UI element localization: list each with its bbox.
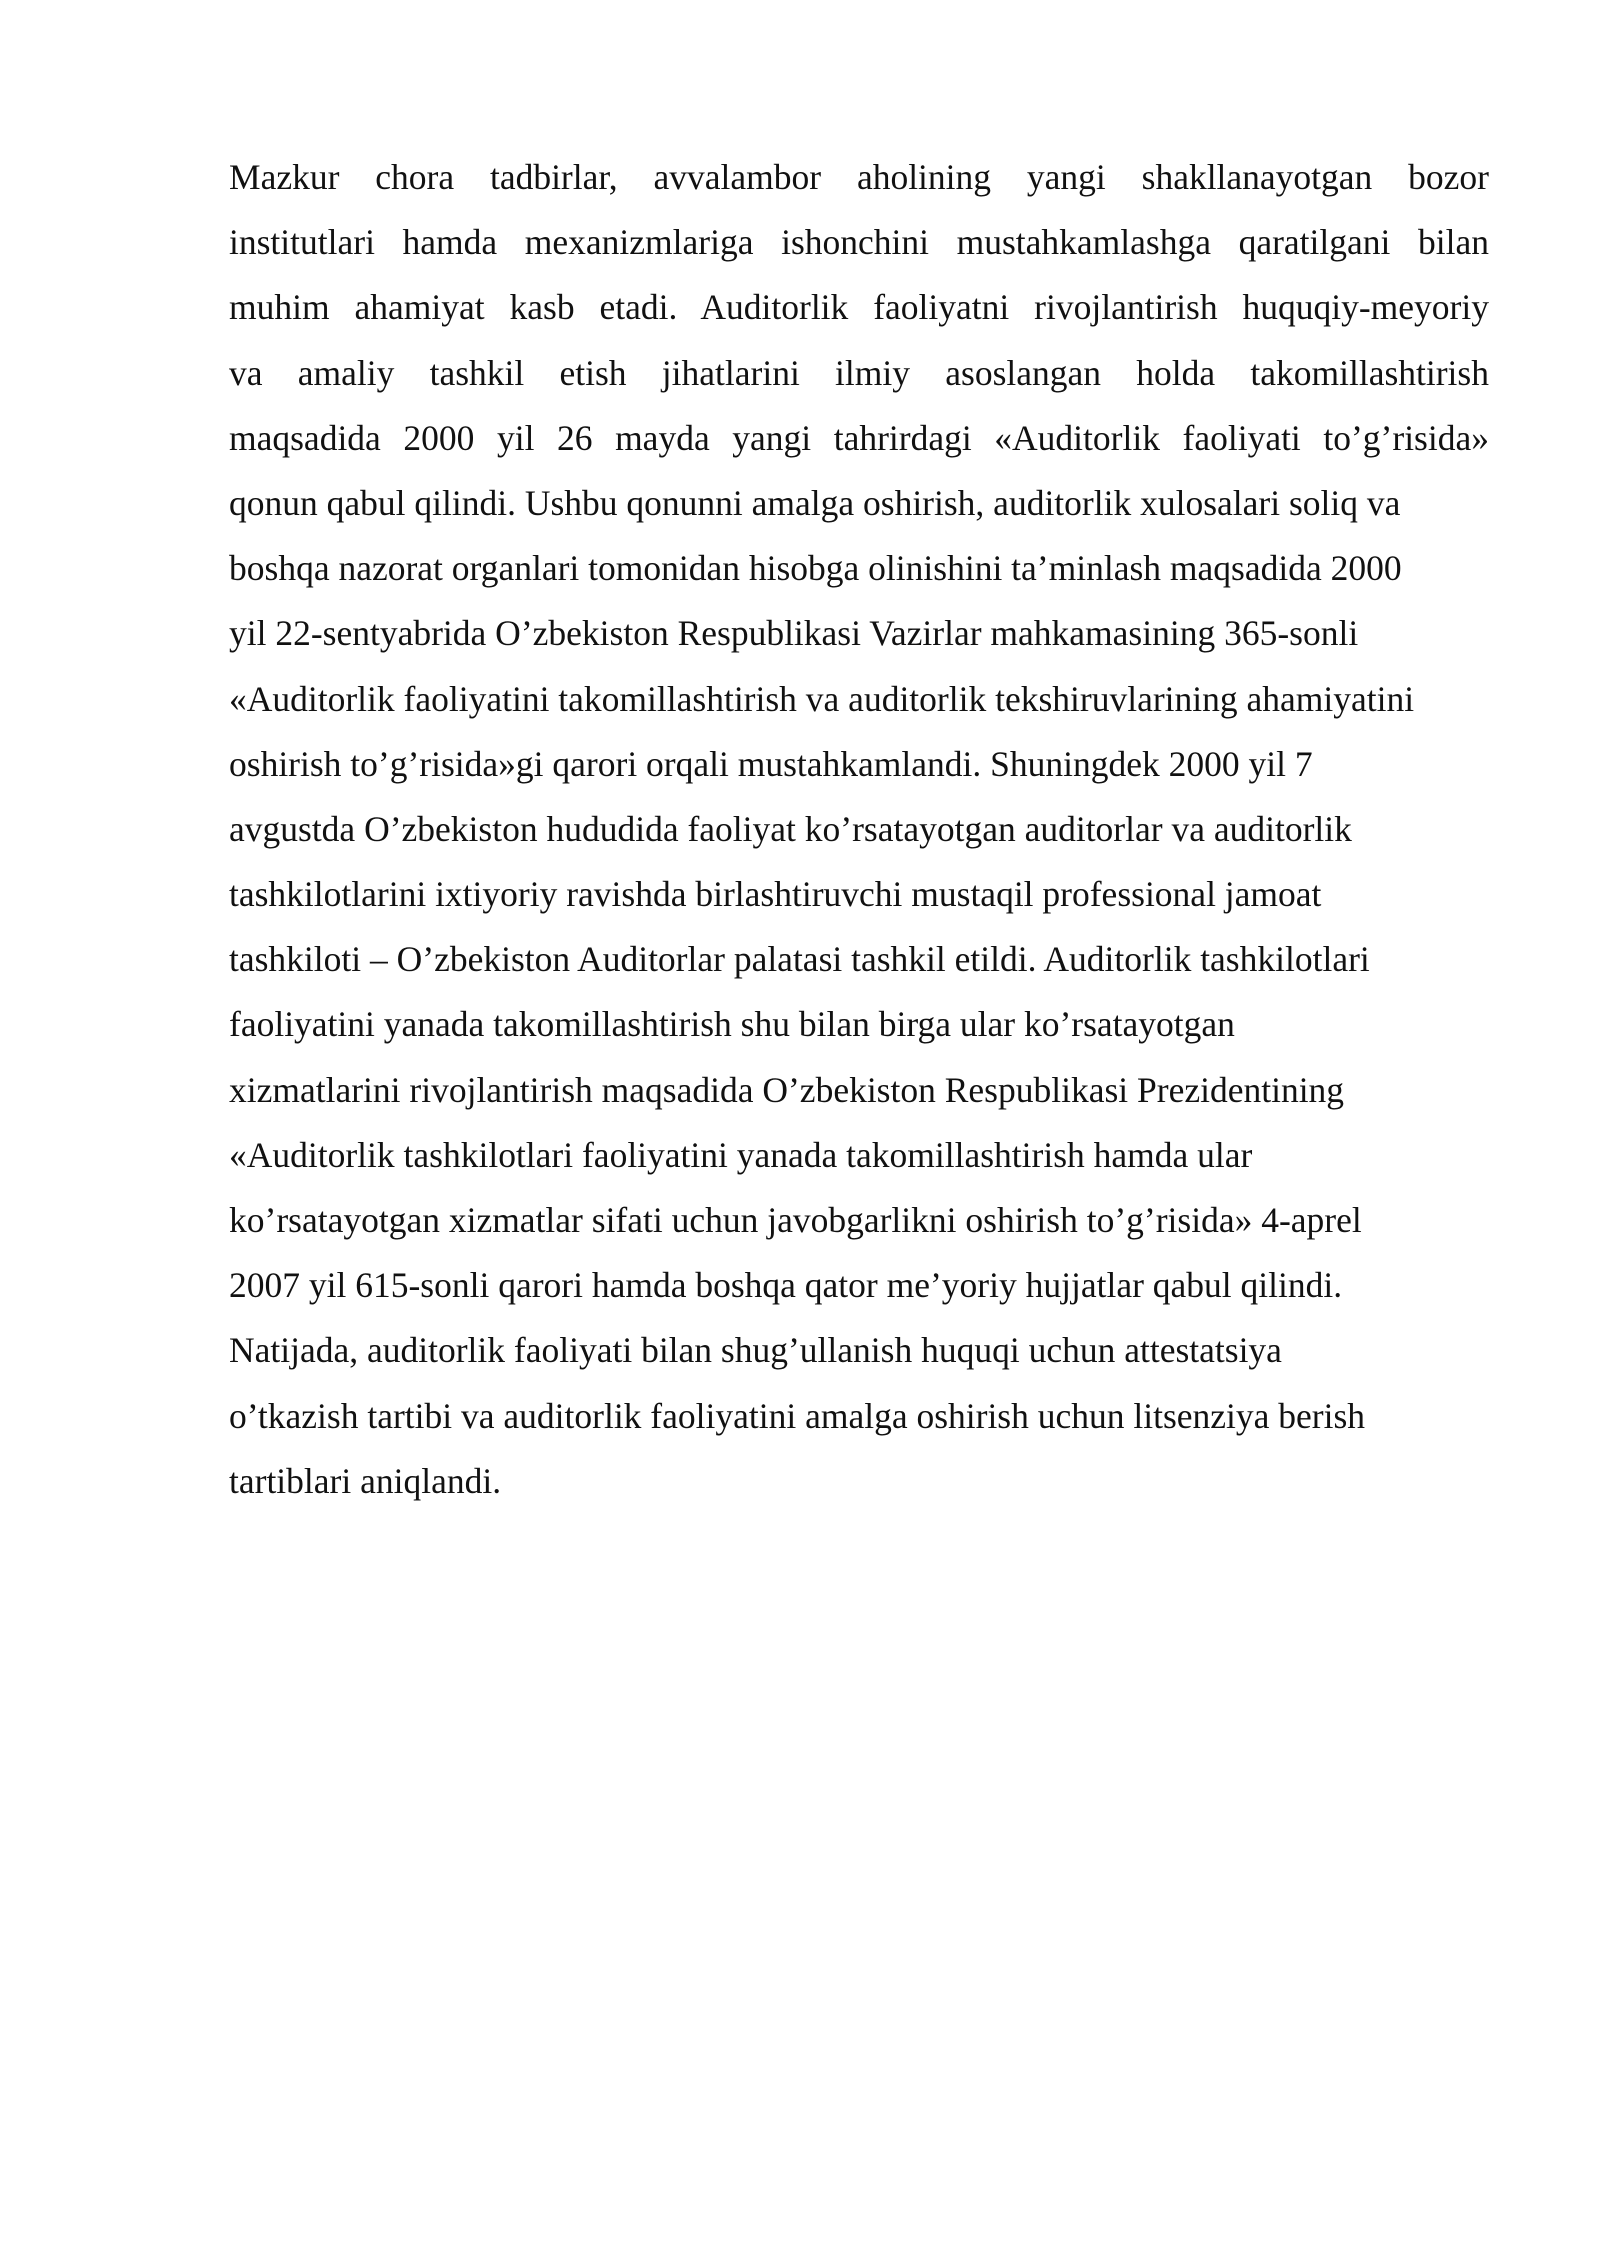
text-line: Mazkur chora tadbirlar, avvalambor aholining yangi shakllanayotgan bozor [229, 157, 1489, 197]
text-line: «Auditorlik tashkilotlari faoliyatini yanada takomillashtirish hamda ular [229, 1134, 1253, 1175]
text-line: faoliyatini yanada takomillashtirish shu bilan birga ular ko’rsatayotgan [229, 1004, 1235, 1045]
text-line: xizmatlarini rivojlantirish maqsadida O’zbekiston Respublikasi Prezidentining [229, 1069, 1345, 1110]
text-line: boshqa nazorat organlari tomonidan hisobga olinishini ta’minlash maqsadida 2000 [229, 548, 1402, 589]
text-line: Natijada, auditorlik faoliyati bilan shug’ullanish huquqi uchun attestatsiya [229, 1330, 1282, 1371]
text-line: tartiblari aniqlandi. [229, 1460, 502, 1501]
text-line: yil 22-sentyabrida O’zbekiston Respublikasi Vazirlar mahkamasining 365-sonli [229, 613, 1359, 654]
text-line: ko’rsatayotgan xizmatlar sifati uchun javobgarlikni oshirish to’g’risida» 4-aprel [229, 1200, 1362, 1240]
text-line: va amaliy tashkil etish jihatlarini ilmiy asoslangan holda takomillashtirish [229, 352, 1489, 393]
text-line: tashkilotlarini ixtiyoriy ravishda birlashtiruvchi mustaqil professional jamoat [229, 874, 1322, 915]
text-line: maqsadida 2000 yil 26 mayda yangi tahrirdagi «Auditorlik faoliyati to’g’risida» [229, 417, 1489, 458]
body-paragraph [229, 145, 1489, 1514]
text-line: avgustda O’zbekiston hududida faoliyat ko’rsatayotgan auditorlar va auditorlik [229, 808, 1352, 849]
text-line: tashkiloti – O’zbekiston Auditorlar palatasi tashkil etildi. Auditorlik tashkilotlari [229, 939, 1370, 980]
text-line: oshirish to’g’risida»gi qarori orqali mustahkamlandi. Shuningdek 2000 yil 7 [229, 743, 1313, 784]
text-line: «Auditorlik faoliyatini takomillashtirish va auditorlik tekshiruvlarining ahamiyatini [229, 678, 1415, 719]
text-line: 2007 yil 615-sonli qarori hamda boshqa qator me’yoriy hujjatlar qabul qilindi. [229, 1265, 1343, 1306]
text-line: qonun qabul qilindi. Ushbu qonunni amalga oshirish, auditorlik xulosalari soliq va [229, 482, 1401, 523]
text-line: muhim ahamiyat kasb etadi. Auditorlik faoliyatni rivojlantirish huquqiy-meyoriy [229, 287, 1489, 328]
text-line: o’tkazish tartibi va auditorlik faoliyatini amalga oshirish uchun litsenziya berish [229, 1395, 1366, 1436]
text-line: institutlari hamda mexanizmlariga ishonchini mustahkamlashga qaratilgani bilan [229, 222, 1489, 263]
